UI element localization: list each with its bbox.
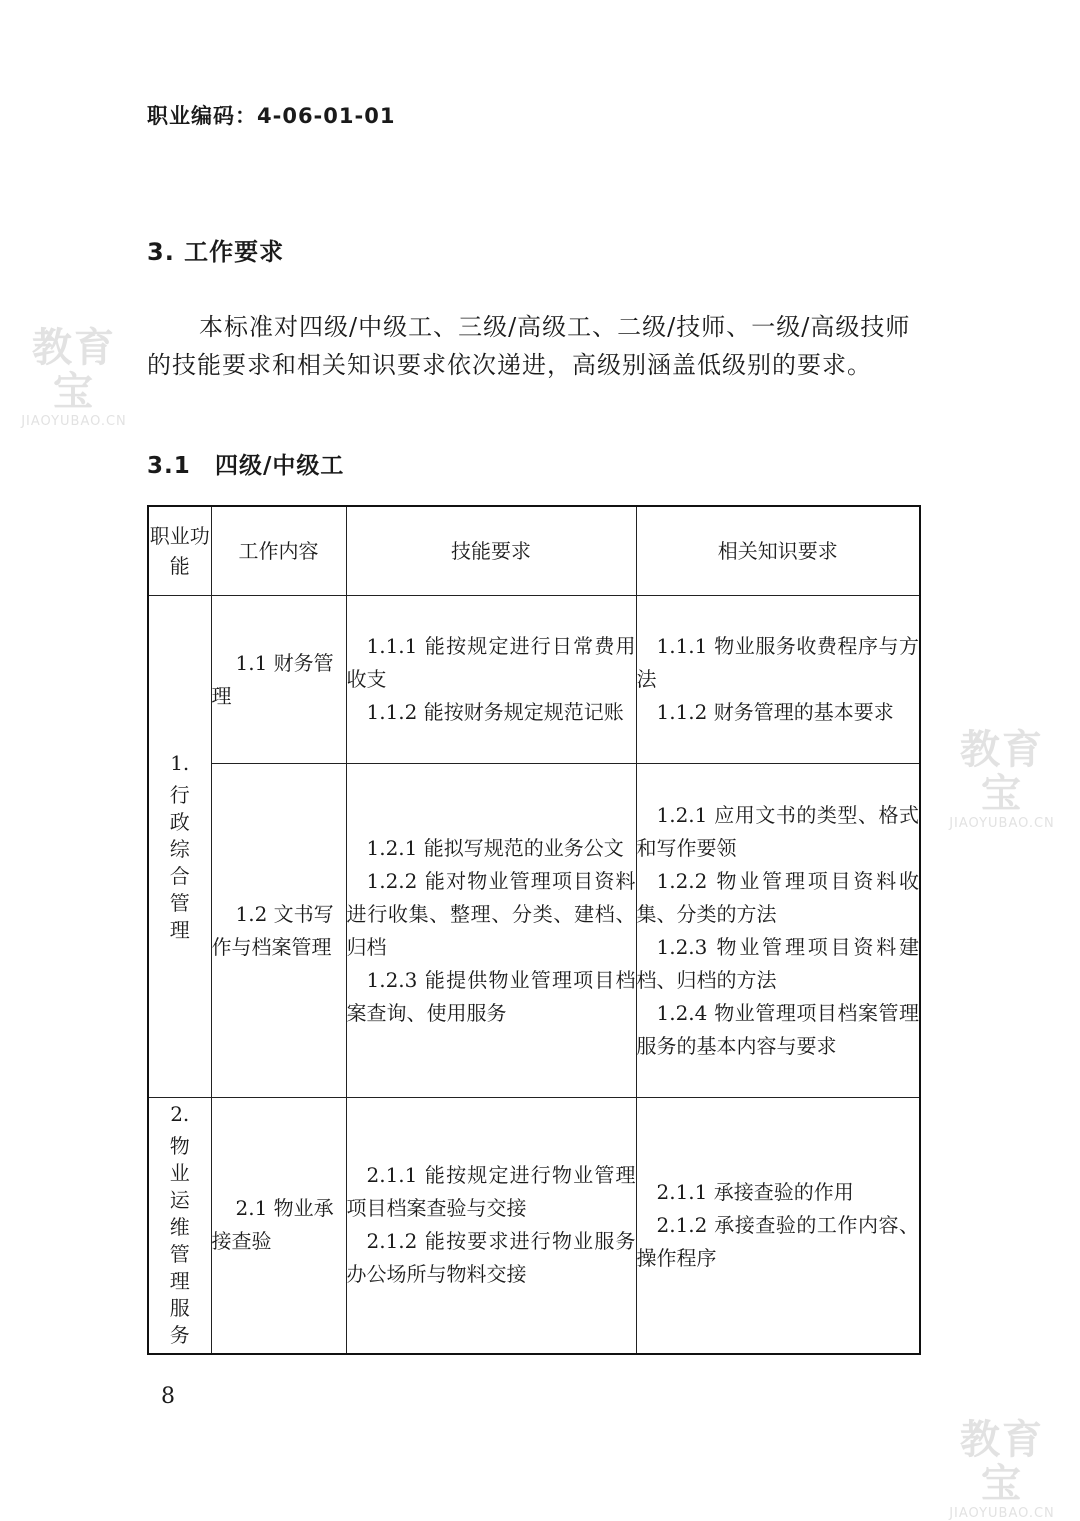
skill-item: 2.1.2 能按要求进行物业服务办公场所与物料交接 [346, 1229, 636, 1287]
skill-item: 1.2.3 能提供物业管理项目档案查询、使用服务 [346, 967, 636, 1025]
knowledge-item: 1.2.4 物业管理项目档案管理服务的基本内容与要求 [636, 1000, 919, 1058]
skill-item: 1.1.1 能按规定进行日常费用收支 [346, 634, 636, 691]
function-name: 行政综合管理 [169, 782, 190, 942]
header-content: 工作内容 [211, 506, 346, 596]
page-number: 8 [161, 1384, 175, 1409]
function-cell [148, 1098, 211, 1354]
table-row [148, 596, 920, 764]
work-content-cell: 1.2 文书写作与档案管理 [211, 764, 346, 1098]
skill-item: 1.1.2 能按财务规定规范记账 [366, 700, 624, 724]
table-row [148, 1098, 920, 1354]
table-header-row [148, 506, 920, 596]
requirements-table [147, 505, 921, 1355]
knowledge-item: 1.2.2 物业管理项目资料收集、分类的方法 [636, 868, 919, 926]
header-function: 职业功能 [148, 506, 211, 596]
knowledge-item: 1.1.2 财务管理的基本要求 [656, 700, 894, 724]
skill-item: 1.2.1 能拟写规范的业务公文 [366, 835, 624, 860]
watermark-logo: 教育宝 JIAOYUBAO.CN [21, 325, 127, 429]
subsection-heading [147, 447, 344, 480]
knowledge-item: 1.2.3 物业管理项目资料建档、归档的方法 [636, 934, 919, 992]
header-knowledge: 相关知识要求 [636, 506, 920, 596]
watermark-logo: 教育宝 JIAOYUBAO.CN [949, 727, 1055, 831]
header-skill: 技能要求 [346, 506, 636, 596]
subsection-number: 3.1 [147, 453, 191, 479]
function-number: 2. [170, 1102, 190, 1127]
work-content-cell: 1.1 财务管理 [211, 596, 346, 764]
section-heading: 3. 工作要求 [147, 238, 285, 266]
knowledge-cell [636, 596, 920, 764]
skill-cell [346, 596, 636, 764]
skill-item: 1.2.2 能对物业管理项目资料进行收集、整理、分类、建档、归档 [346, 868, 636, 959]
knowledge-item: 2.1.2 承接查验的工作内容、操作程序 [636, 1212, 919, 1270]
work-content-cell: 2.1 物业承接查验 [211, 1098, 346, 1354]
knowledge-item: 1.2.1 应用文书的类型、格式和写作要领 [636, 802, 919, 860]
knowledge-item: 2.1.1 承接查验的作用 [656, 1179, 854, 1204]
subsection-title: 四级/中级工 [215, 453, 345, 479]
skill-cell [346, 764, 636, 1098]
intro-paragraph: 本标准对四级/中级工、三级/高级工、二级/技师、一级/高级技师的技能要求和相关知识要求依次递进，高级别涵盖低级别的要求。 [147, 313, 911, 379]
table-row [148, 764, 920, 1098]
occupation-code: 职业编码：4-06-01-01 [147, 104, 396, 128]
skill-cell [346, 1098, 636, 1354]
function-name: 物业运维管理服务 [169, 1134, 190, 1348]
knowledge-cell [636, 764, 920, 1098]
knowledge-cell [636, 1098, 920, 1354]
watermark-logo: 教育宝 JIAOYUBAO.CN [949, 1417, 1055, 1521]
skill-item: 2.1.1 能按规定进行物业管理项目档案查验与交接 [346, 1163, 636, 1221]
function-cell [148, 596, 211, 1098]
knowledge-item: 1.1.1 物业服务收费程序与方法 [636, 634, 919, 691]
function-number: 1. [170, 750, 190, 775]
